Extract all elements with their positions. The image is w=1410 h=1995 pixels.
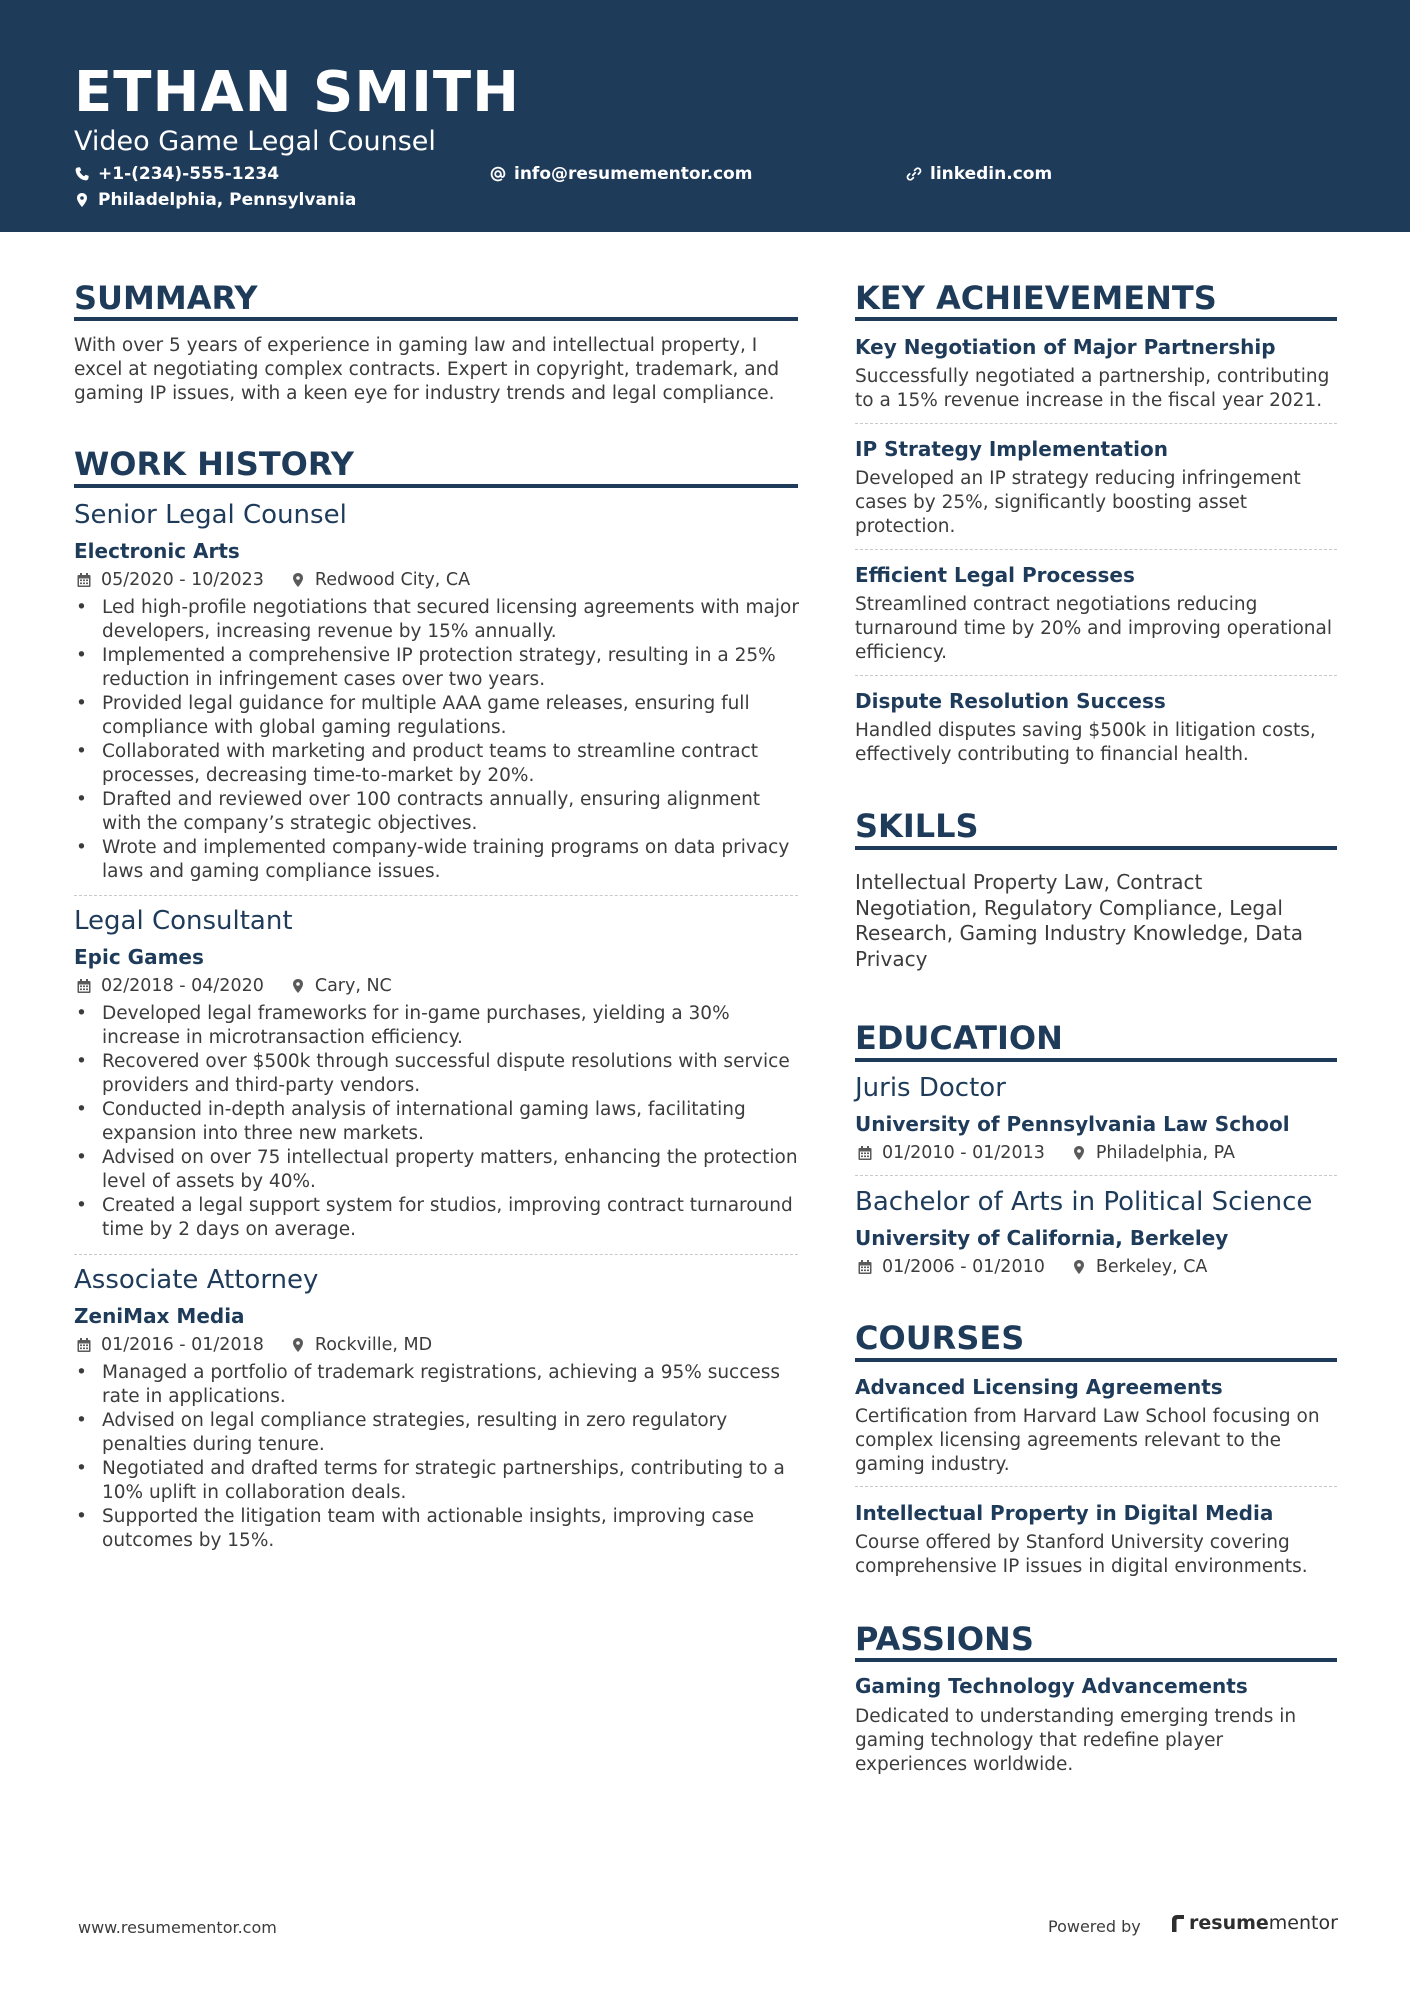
list-item: • Conducted in-depth analysis of international gaming laws, facilitating expansion into three new markets. xyxy=(74,1098,804,1146)
achievement-title: Efficient Legal Processes xyxy=(855,563,1135,587)
education-rule xyxy=(855,1058,1337,1062)
education-meta xyxy=(857,1141,1235,1165)
job-role: Senior Legal Counsel xyxy=(74,500,347,530)
calendar-icon xyxy=(76,978,92,994)
achievement-text: Successfully negotiated a partnership, contributing to a 15% revenue increase in the fiscal year 2021. xyxy=(855,366,1330,411)
education-meta xyxy=(857,1255,1207,1279)
job-location-group xyxy=(290,568,470,592)
brand-name-light: mentor xyxy=(1268,1912,1338,1934)
job-company: Epic Games xyxy=(74,945,204,969)
education-location: Berkeley, CA xyxy=(1095,1257,1208,1277)
divider xyxy=(855,423,1337,424)
job-meta xyxy=(76,974,392,998)
list-item: • Advised on legal compliance strategies, resulting in zero regulatory penalties during tenure. xyxy=(74,1409,804,1457)
powered-by-label: Powered by xyxy=(1048,1917,1141,1936)
location-pin-icon xyxy=(74,192,90,208)
education-location: Philadelphia, PA xyxy=(1095,1143,1235,1163)
list-item: • Advised on over 75 intellectual property matters, enhancing the protection level of assets by 40%. xyxy=(74,1146,804,1194)
linkedin-text: linkedin.com xyxy=(930,164,1053,184)
education-degree: Juris Doctor xyxy=(855,1073,1006,1103)
location-pin-icon xyxy=(290,572,306,588)
phone-text: +1-(234)-555-1234 xyxy=(98,164,280,184)
location-pin-icon xyxy=(290,978,306,994)
job-location: Cary, NC xyxy=(314,976,392,996)
courses-heading: COURSES xyxy=(855,1319,1025,1357)
course-title: Intellectual Property in Digital Media xyxy=(855,1501,1274,1525)
passion-text: Dedicated to understanding emerging trends in gaming technology that redefine player experiences worldwide. xyxy=(855,1706,1297,1775)
summary-heading: SUMMARY xyxy=(74,279,258,317)
job-meta xyxy=(76,1333,432,1357)
achievement-title: Dispute Resolution Success xyxy=(855,689,1166,713)
list-item: • Negotiated and drafted terms for strategic partnerships, contributing to a 10% uplift in collaboration deals. xyxy=(74,1457,804,1505)
job-location: Redwood City, CA xyxy=(314,570,471,590)
achievements-heading: KEY ACHIEVEMENTS xyxy=(855,279,1217,317)
education-heading: EDUCATION xyxy=(855,1019,1063,1057)
summary-text: With over 5 years of experience in gaming law and intellectual property, I excel at negotiating complex contracts. Expert in copyright, trademark, and gaming IP issues, with a keen eye for industry trends and legal compliance. xyxy=(74,335,780,404)
location-pin-icon xyxy=(1071,1259,1087,1275)
achievement-text: Developed an IP strategy reducing infringement cases by 25%, significantly boosting asset protection. xyxy=(855,468,1301,537)
education-dates: 01/2006 - 01/2010 xyxy=(882,1257,1045,1277)
summary-rule xyxy=(74,317,798,321)
achievement-text: Streamlined contract negotiations reducing turnaround time by 20% and improving operational efficiency. xyxy=(855,594,1333,663)
education-degree: Bachelor of Arts in Political Science xyxy=(855,1187,1313,1217)
divider xyxy=(855,675,1337,676)
job-role: Legal Consultant xyxy=(74,906,293,936)
calendar-icon xyxy=(76,572,92,588)
achievement-title: IP Strategy Implementation xyxy=(855,437,1168,461)
course-text: Certification from Harvard Law School focusing on complex licensing agreements relevant to the gaming industry. xyxy=(855,1406,1320,1475)
contact-phone xyxy=(74,162,279,186)
contact-email[interactable] xyxy=(490,162,752,186)
job-company: Electronic Arts xyxy=(74,539,240,563)
divider xyxy=(855,1175,1337,1176)
course-title: Advanced Licensing Agreements xyxy=(855,1375,1223,1399)
list-item: • Wrote and implemented company-wide training programs on data privacy laws and gaming compliance issues. xyxy=(74,836,804,884)
list-item: • Recovered over $500k through successful dispute resolutions with service providers and third-party vendors. xyxy=(74,1050,804,1098)
link-icon xyxy=(906,166,922,182)
list-item: • Supported the litigation team with actionable insights, improving case outcomes by 15%. xyxy=(74,1505,804,1553)
job-role: Associate Attorney xyxy=(74,1265,319,1295)
resumementor-logo-icon xyxy=(1170,1913,1186,1933)
job-location-group xyxy=(290,974,392,998)
location-text: Philadelphia, Pennsylvania xyxy=(98,190,357,210)
work-history-rule xyxy=(74,484,798,488)
email-text: info@resumementor.com xyxy=(514,164,753,184)
location-pin-icon xyxy=(1071,1145,1087,1161)
work-history-heading: WORK HISTORY xyxy=(74,445,354,483)
divider xyxy=(855,1486,1337,1487)
courses-rule xyxy=(855,1358,1337,1362)
list-item: • Developed legal frameworks for in-game purchases, yielding a 30% increase in microtransaction efficiency. xyxy=(74,1002,804,1050)
skills-rule xyxy=(855,846,1337,850)
job-dates: 05/2020 - 10/2023 xyxy=(101,570,264,590)
brand-logo[interactable] xyxy=(1170,1912,1338,1934)
achievement-text: Handled disputes saving $500k in litigation costs, effectively contributing to financial health. xyxy=(855,720,1316,765)
at-icon xyxy=(490,166,506,182)
job-dates: 02/2018 - 04/2020 xyxy=(101,976,264,996)
job-location-group xyxy=(290,1333,432,1357)
calendar-icon xyxy=(857,1259,873,1275)
achievement-title: Key Negotiation of Major Partnership xyxy=(855,335,1276,359)
job-bullets xyxy=(74,596,804,884)
skills-text: Intellectual Property Law, Contract Negotiation, Regulatory Compliance, Legal Research, Gaming Industry Knowledge, Data Privacy xyxy=(855,870,1304,971)
divider xyxy=(74,1254,798,1255)
skills-heading: SKILLS xyxy=(855,807,979,845)
passion-title: Gaming Technology Advancements xyxy=(855,1674,1248,1698)
list-item: • Collaborated with marketing and product teams to streamline contract processes, decreasing time-to-market by 20%. xyxy=(74,740,804,788)
job-location: Rockville, MD xyxy=(314,1335,433,1355)
job-bullets xyxy=(74,1002,804,1242)
list-item: • Created a legal support system for studios, improving contract turnaround time by 2 days on average. xyxy=(74,1194,804,1242)
list-item: • Implemented a comprehensive IP protection strategy, resulting in a 25% reduction in infringement cases over two years. xyxy=(74,644,804,692)
divider xyxy=(74,895,798,896)
list-item: • Provided legal guidance for multiple AAA game releases, ensuring full compliance with global gaming regulations. xyxy=(74,692,804,740)
footer-url[interactable]: www.resumementor.com xyxy=(78,1918,277,1937)
list-item: • Led high-profile negotiations that secured licensing agreements with major developers, increasing revenue by 15% annually. xyxy=(74,596,804,644)
calendar-icon xyxy=(76,1337,92,1353)
calendar-icon xyxy=(857,1145,873,1161)
list-item: • Managed a portfolio of trademark registrations, achieving a 95% success rate in applications. xyxy=(74,1361,804,1409)
phone-icon xyxy=(74,166,90,182)
resume-header xyxy=(0,0,1410,232)
achievements-rule xyxy=(855,317,1337,321)
contact-location xyxy=(74,188,356,212)
education-school: University of Pennsylvania Law School xyxy=(855,1112,1290,1136)
candidate-name: ETHAN SMITH xyxy=(74,60,520,125)
education-location-group xyxy=(1071,1255,1208,1279)
passions-rule xyxy=(855,1658,1337,1662)
list-item: • Drafted and reviewed over 100 contracts annually, ensuring alignment with the company’s strategic objectives. xyxy=(74,788,804,836)
location-pin-icon xyxy=(290,1337,306,1353)
job-company: ZeniMax Media xyxy=(74,1304,245,1328)
contact-linkedin[interactable] xyxy=(906,162,1052,186)
job-dates: 01/2016 - 01/2018 xyxy=(101,1335,264,1355)
passions-heading: PASSIONS xyxy=(855,1620,1034,1658)
divider xyxy=(855,549,1337,550)
education-dates: 01/2010 - 01/2013 xyxy=(882,1143,1045,1163)
candidate-title: Video Game Legal Counsel xyxy=(74,126,436,157)
course-text: Course offered by Stanford University covering comprehensive IP issues in digital environments. xyxy=(855,1532,1308,1577)
education-location-group xyxy=(1071,1141,1235,1165)
education-school: University of California, Berkeley xyxy=(855,1226,1229,1250)
job-meta xyxy=(76,568,470,592)
brand-name-bold: resume xyxy=(1189,1912,1269,1934)
job-bullets xyxy=(74,1361,804,1553)
